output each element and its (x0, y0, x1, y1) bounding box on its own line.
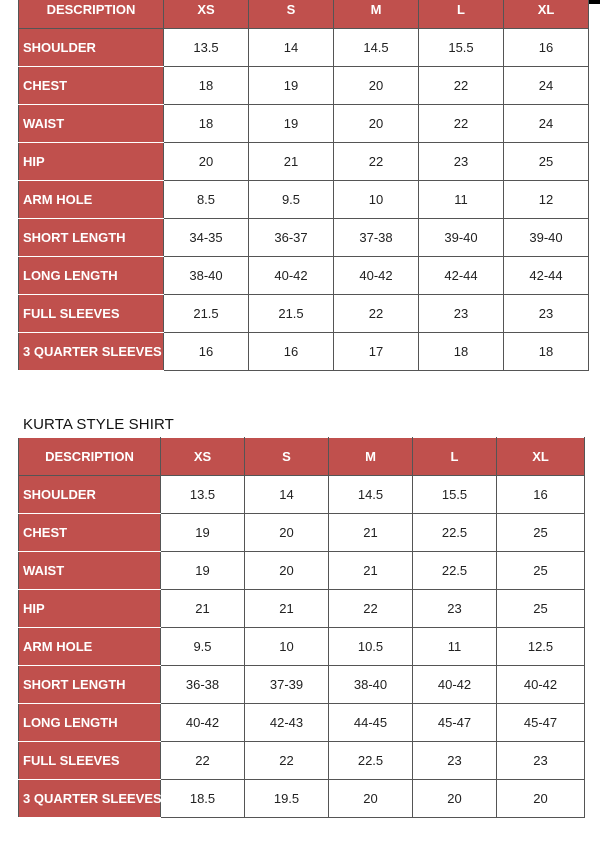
measurement-cell: 18 (419, 333, 504, 371)
header-cell: DESCRIPTION (19, 0, 164, 29)
measurement-cell: 18 (504, 333, 589, 371)
row-label: WAIST (19, 105, 164, 143)
measurement-cell: 14 (249, 29, 334, 67)
measurement-cell: 42-44 (504, 257, 589, 295)
row-label: CHEST (19, 514, 161, 552)
row-label: SHORT LENGTH (19, 219, 164, 257)
measurement-cell: 16 (497, 476, 585, 514)
measurement-cell: 18.5 (161, 780, 245, 818)
header-cell: S (249, 0, 334, 29)
table-row (19, 333, 589, 371)
measurement-cell: 23 (413, 742, 497, 780)
measurement-cell: 13.5 (161, 476, 245, 514)
measurement-cell: 23 (504, 295, 589, 333)
measurement-cell: 19 (249, 67, 334, 105)
row-label: LONG LENGTH (19, 704, 161, 742)
row-label: CHEST (19, 67, 164, 105)
measurement-cell: 20 (245, 514, 329, 552)
row-label: SHOULDER (19, 476, 161, 514)
measurement-cell: 18 (164, 67, 249, 105)
measurement-cell: 19 (161, 552, 245, 590)
measurement-cell: 9.5 (161, 628, 245, 666)
table-row (19, 476, 585, 514)
measurement-cell: 15.5 (419, 29, 504, 67)
table-row (19, 29, 589, 67)
measurement-cell: 19 (161, 514, 245, 552)
measurement-cell: 21 (161, 590, 245, 628)
measurement-cell: 21 (249, 143, 334, 181)
measurement-cell: 40-42 (249, 257, 334, 295)
measurement-cell: 22 (245, 742, 329, 780)
measurement-cell: 17 (334, 333, 419, 371)
header-cell: XL (504, 0, 589, 29)
measurement-cell: 40-42 (161, 704, 245, 742)
header-cell: XS (164, 0, 249, 29)
row-label: SHOULDER (19, 29, 164, 67)
measurement-cell: 20 (497, 780, 585, 818)
measurement-cell: 23 (497, 742, 585, 780)
measurement-cell: 25 (497, 552, 585, 590)
kurta-size-chart-table (18, 437, 585, 818)
measurement-cell: 10 (334, 181, 419, 219)
measurement-cell: 20 (164, 143, 249, 181)
measurement-cell: 22 (329, 590, 413, 628)
measurement-cell: 20 (413, 780, 497, 818)
measurement-cell: 39-40 (504, 219, 589, 257)
header-cell: S (245, 438, 329, 476)
corner-mark (588, 0, 600, 4)
measurement-cell: 10.5 (329, 628, 413, 666)
measurement-cell: 22.5 (413, 552, 497, 590)
table-row (19, 628, 585, 666)
measurement-cell: 25 (497, 514, 585, 552)
measurement-cell: 21.5 (249, 295, 334, 333)
measurement-cell: 16 (504, 29, 589, 67)
size-chart-table (18, 0, 589, 371)
measurement-cell: 42-44 (419, 257, 504, 295)
measurement-cell: 22 (334, 295, 419, 333)
row-label: 3 QUARTER SLEEVES (19, 333, 164, 371)
measurement-cell: 22 (419, 67, 504, 105)
measurement-cell: 12 (504, 181, 589, 219)
table-row (19, 742, 585, 780)
measurement-cell: 23 (419, 295, 504, 333)
measurement-cell: 38-40 (164, 257, 249, 295)
table-row (19, 552, 585, 590)
measurement-cell: 25 (497, 590, 585, 628)
measurement-cell: 25 (504, 143, 589, 181)
measurement-cell: 20 (329, 780, 413, 818)
table-row (19, 666, 585, 704)
header-cell: M (329, 438, 413, 476)
measurement-cell: 34-35 (164, 219, 249, 257)
measurement-cell: 40-42 (497, 666, 585, 704)
measurement-cell: 42-43 (245, 704, 329, 742)
measurement-cell: 21 (329, 514, 413, 552)
measurement-cell: 12.5 (497, 628, 585, 666)
row-label: ARM HOLE (19, 628, 161, 666)
measurement-cell: 22.5 (329, 742, 413, 780)
header-cell: M (334, 0, 419, 29)
table-row (19, 590, 585, 628)
measurement-cell: 44-45 (329, 704, 413, 742)
measurement-cell: 45-47 (413, 704, 497, 742)
measurement-cell: 14.5 (329, 476, 413, 514)
measurement-cell: 22.5 (413, 514, 497, 552)
measurement-cell: 21 (329, 552, 413, 590)
row-label: FULL SLEEVES (19, 295, 164, 333)
measurement-cell: 38-40 (329, 666, 413, 704)
measurement-cell: 40-42 (334, 257, 419, 295)
measurement-cell: 20 (245, 552, 329, 590)
measurement-cell: 19.5 (245, 780, 329, 818)
measurement-cell: 21.5 (164, 295, 249, 333)
measurement-cell: 22 (161, 742, 245, 780)
measurement-cell: 39-40 (419, 219, 504, 257)
row-label: LONG LENGTH (19, 257, 164, 295)
header-cell: L (419, 0, 504, 29)
measurement-cell: 36-37 (249, 219, 334, 257)
table-row (19, 181, 589, 219)
measurement-cell: 40-42 (413, 666, 497, 704)
header-cell: L (413, 438, 497, 476)
header-cell: XL (497, 438, 585, 476)
table-row (19, 219, 589, 257)
measurement-cell: 11 (419, 181, 504, 219)
header-row (19, 0, 589, 29)
row-label: ARM HOLE (19, 181, 164, 219)
measurement-cell: 37-38 (334, 219, 419, 257)
section-title: KURTA STYLE SHIRT (23, 416, 174, 433)
measurement-cell: 10 (245, 628, 329, 666)
measurement-cell: 16 (164, 333, 249, 371)
row-label: 3 QUARTER SLEEVES (19, 780, 161, 818)
row-label: HIP (19, 143, 164, 181)
measurement-cell: 9.5 (249, 181, 334, 219)
header-cell: DESCRIPTION (19, 438, 161, 476)
table-row (19, 704, 585, 742)
table-row (19, 105, 589, 143)
table-row (19, 514, 585, 552)
table-row (19, 67, 589, 105)
measurement-cell: 36-38 (161, 666, 245, 704)
measurement-cell: 23 (413, 590, 497, 628)
measurement-cell: 24 (504, 105, 589, 143)
measurement-cell: 16 (249, 333, 334, 371)
measurement-cell: 11 (413, 628, 497, 666)
measurement-cell: 24 (504, 67, 589, 105)
table-row (19, 295, 589, 333)
measurement-cell: 14 (245, 476, 329, 514)
measurement-cell: 20 (334, 67, 419, 105)
row-label: HIP (19, 590, 161, 628)
measurement-cell: 20 (334, 105, 419, 143)
table-row (19, 257, 589, 295)
measurement-cell: 14.5 (334, 29, 419, 67)
measurement-cell: 15.5 (413, 476, 497, 514)
table-row (19, 780, 585, 818)
measurement-cell: 19 (249, 105, 334, 143)
row-label: WAIST (19, 552, 161, 590)
measurement-cell: 45-47 (497, 704, 585, 742)
header-cell: XS (161, 438, 245, 476)
measurement-cell: 23 (419, 143, 504, 181)
measurement-cell: 13.5 (164, 29, 249, 67)
measurement-cell: 8.5 (164, 181, 249, 219)
measurement-cell: 21 (245, 590, 329, 628)
row-label: FULL SLEEVES (19, 742, 161, 780)
table-row (19, 143, 589, 181)
header-row (19, 438, 585, 476)
row-label: SHORT LENGTH (19, 666, 161, 704)
measurement-cell: 22 (334, 143, 419, 181)
measurement-cell: 22 (419, 105, 504, 143)
measurement-cell: 37-39 (245, 666, 329, 704)
measurement-cell: 18 (164, 105, 249, 143)
